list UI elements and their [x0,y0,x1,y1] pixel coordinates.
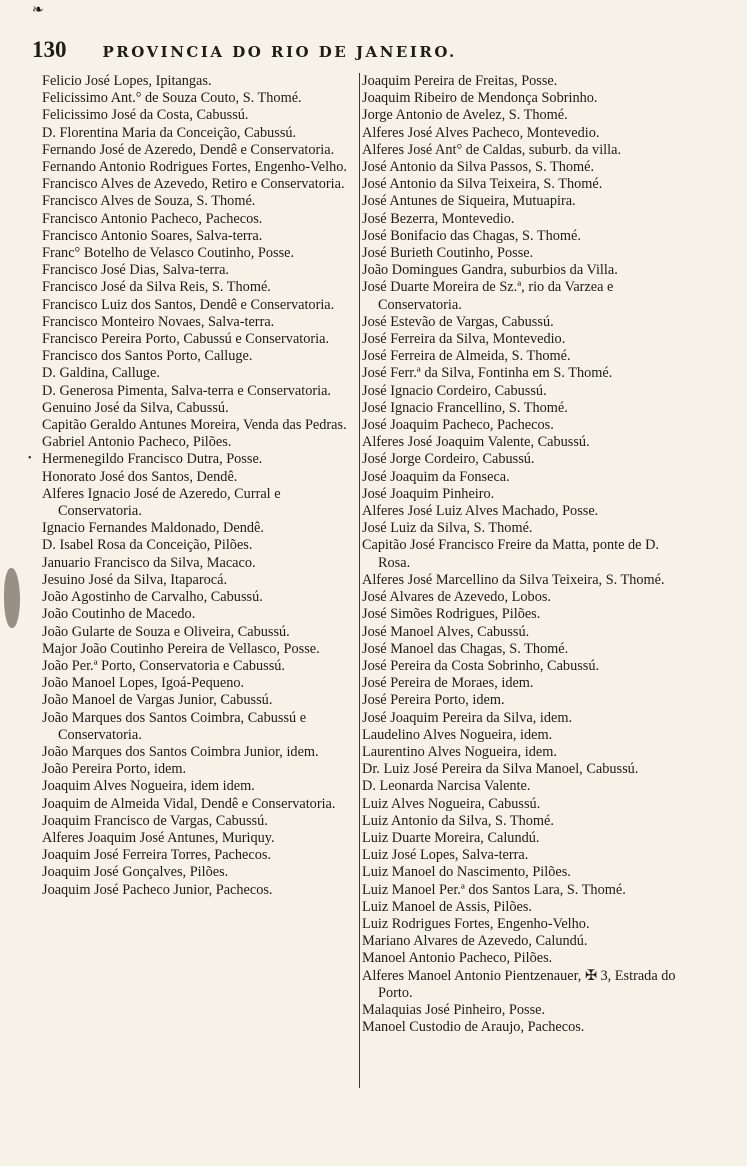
list-entry: Capitão Geraldo Antunes Moreira, Venda das Pedras. [42,417,347,434]
list-entry: José Pereira Porto, idem. [362,692,505,709]
list-entry: José Joaquim Pacheco, Pachecos. [362,417,554,434]
list-entry: Honorato José dos Santos, Dendê. [42,468,238,485]
list-entry: José Bonifacio das Chagas, S. Thomé. [362,227,581,244]
list-entry: José Ferreira da Silva, Montevedio. [362,331,566,348]
list-entry: José Ignacio Francellino, S. Thomé. [362,399,568,416]
list-entry: José Simões Rodrigues, Pilões. [362,606,541,623]
list-entry: José Pereira de Moraes, idem. [362,675,534,692]
page-header [32,38,552,62]
list-entry: Luiz Manoel do Nascimento, Pilões. [362,864,571,881]
list-entry: Luiz Alves Nogueira, Cabussú. [362,795,541,812]
column-divider [359,73,360,1088]
list-entry: João Manoel Lopes, Igoá-Pequeno. [42,675,245,692]
list-entry: D. Generosa Pimenta, Salva-terra e Conservatoria. [42,382,332,399]
list-entry: Francisco Alves de Azevedo, Retiro e Conservatoria. [42,176,345,193]
list-entry: João Domingues Gandra, suburbios da Villa. [362,262,618,279]
list-entry: Hermenegildo Francisco Dutra, Posse. [42,451,263,468]
list-entry: Manoel Custodio de Araujo, Pachecos. [362,1019,585,1036]
list-entry: Joaquim Pereira de Freitas, Posse. [362,73,558,89]
list-entry: Luiz Manoel de Assis, Pilões. [362,898,532,915]
list-entry: Luiz Duarte Moreira, Calundú. [362,829,540,846]
list-entry: Fernando Antonio Rodrigues Fortes, Engenho-Velho. [42,159,347,176]
list-entry: João Gularte de Souza e Oliveira, Cabussú. [42,623,290,640]
list-entry: José Estevão de Vargas, Cabussú. [362,313,554,330]
list-entry: José Pereira da Costa Sobrinho, Cabussú. [362,657,600,674]
list-entry: Joaquim Ribeiro de Mendonça Sobrinho. [362,90,598,107]
list-entry: Francisco dos Santos Porto, Calluge. [42,348,253,365]
list-entry: José Ferr.ª da Silva, Fontinha em S. Thomé. [362,365,613,382]
list-entry: João Manoel de Vargas Junior, Cabussú. [42,692,273,709]
list-entry: Alferes José Alves Pacheco, Montevedio. [362,124,600,141]
list-entry: Felicissimo Ant.° de Souza Couto, S. Thomé. [42,90,302,107]
list-entry: Ignacio Fernandes Maldonado, Dendê. [42,520,264,537]
list-entry: Luiz Antonio da Silva, S. Thomé. [362,812,554,829]
list-entry: José Luiz da Silva, S. Thomé. [362,520,533,537]
list-entry: Genuino José da Silva, Cabussú. [42,399,229,416]
list-entry: Alferes José Joaquim Valente, Cabussú. [362,434,590,451]
list-entry: Gabriel Antonio Pacheco, Pilões. [42,434,232,451]
list-entry: Dr. Luiz José Pereira da Silva Manoel, Cabussú. [362,761,639,778]
list-entry: José Joaquim Pinheiro. [362,485,495,502]
list-entry: José Ignacio Cordeiro, Cabussú. [362,382,547,399]
list-entry: Franc° Botelho de Velasco Coutinho, Posse. [42,245,295,262]
left-column [42,73,358,899]
ink-blot [4,568,20,628]
list-entry: José Alvares de Azevedo, Lobos. [362,589,551,606]
corner-ornament-icon: ❧ [32,3,44,18]
list-entry: Joaquim José Gonçalves, Pilões. [42,864,229,881]
list-entry: José Manoel Alves, Cabussú. [362,623,530,640]
list-entry: Francisco Monteiro Novaes, Salva-terra. [42,313,275,330]
list-entry: Joaquim José Pacheco Junior, Pachecos. [42,881,273,898]
list-entry: Joaquim José Ferreira Torres, Pachecos. [42,847,272,864]
list-entry: José Joaquim Pereira da Silva, idem. [362,709,573,726]
margin-mark: • [28,453,32,464]
list-entry: Alferes Ignacio José de Azeredo, Curral e Conservatoria. [42,485,281,520]
list-entry: Malaquias José Pinheiro, Posse. [362,1001,546,1018]
list-entry: João Marques dos Santos Coimbra Junior, idem. [42,743,319,760]
list-entry: José Antonio da Silva Teixeira, S. Thomé. [362,176,603,193]
list-entry: D. Isabel Rosa da Conceição, Pilões. [42,537,253,554]
list-entry: Laurentino Alves Nogueira, idem. [362,743,557,760]
list-entry: Mariano Alvares de Azevedo, Calundú. [362,933,588,950]
list-entry: João Agostinho de Carvalho, Cabussú. [42,589,263,606]
list-entry: Alferes Manoel Antonio Pientzenauer, ✠ 3, Estrada do Porto. [362,967,676,1001]
list-entry: Francisco Antonio Soares, Salva-terra. [42,227,263,244]
list-entry: Januario Francisco da Silva, Macaco. [42,554,256,571]
list-entry: Fernando José de Azeredo, Dendê e Conservatoria. [42,141,335,158]
list-entry: Jorge Antonio de Avelez, S. Thomé. [362,107,568,124]
list-entry: Francisco Luiz dos Santos, Dendê e Conservatoria. [42,296,335,313]
list-entry: Luiz Rodrigues Fortes, Engenho-Velho. [362,915,590,932]
list-entry: José Burieth Coutinho, Posse. [362,245,534,262]
list-entry: João Coutinho de Macedo. [42,606,196,623]
list-entry: Manoel Antonio Pacheco, Pilões. [362,950,553,967]
list-entry: José Antunes de Siqueira, Mutuapira. [362,193,576,210]
list-entry: Luiz Manoel Per.ª dos Santos Lara, S. Thomé. [362,881,626,898]
list-entry: Francisco Pereira Porto, Cabussú e Conservatoria. [42,331,330,348]
list-entry: Francisco José da Silva Reis, S. Thomé. [42,279,271,296]
list-entry: D. Galdina, Calluge. [42,365,160,382]
list-entry: Alferes Joaquim José Antunes, Muriquy. [42,829,275,846]
list-entry: D. Florentina Maria da Conceição, Cabussú. [42,124,297,141]
list-entry: Capitão José Francisco Freire da Matta, ponte de D. Rosa. [362,537,659,571]
right-column [362,73,687,1036]
list-entry: Joaquim Francisco de Vargas, Cabussú. [42,812,268,829]
list-entry: Major João Coutinho Pereira de Vellasco, Posse. [42,640,320,657]
list-entry: Jesuino José da Silva, Itaparocá. [42,571,228,588]
list-entry: Alferes José Ant° de Caldas, suburb. da villa. [362,141,622,158]
page-number: 130 [32,37,67,62]
list-entry: Joaquim Alves Nogueira, idem idem. [42,778,255,795]
list-entry: João Marques dos Santos Coimbra, Cabussú e Conservatoria. [42,709,307,743]
list-entry: José Duarte Moreira de Sz.ª, rio da Varzea e Conservatoria. [362,279,614,313]
list-entry: João Pereira Porto, idem. [42,761,187,778]
list-entry: José Joaquim da Fonseca. [362,468,510,485]
list-entry: Joaquim de Almeida Vidal, Dendê e Conservatoria. [42,795,336,812]
list-entry: José Manoel das Chagas, S. Thomé. [362,640,569,657]
list-entry: Francisco Alves de Souza, S. Thomé. [42,193,256,210]
list-entry: José Antonio da Silva Passos, S. Thomé. [362,159,595,176]
list-entry: João Per.ª Porto, Conservatoria e Cabussú. [42,657,285,674]
page-title: PROVINCIA DO RIO DE JANEIRO. [102,43,457,61]
list-entry: D. Leonarda Narcisa Valente. [362,778,531,795]
list-entry: José Jorge Cordeiro, Cabussú. [362,451,535,468]
list-entry: José Bezerra, Montevedio. [362,210,515,227]
list-entry: Alferes José Marcellino da Silva Teixeira, S. Thomé. [362,571,665,588]
list-entry: Francisco José Dias, Salva-terra. [42,262,229,279]
list-entry: Felicissimo José da Costa, Cabussú. [42,107,249,124]
list-entry: José Ferreira de Almeida, S. Thomé. [362,348,571,365]
list-entry: Alferes José Luiz Alves Machado, Posse. [362,503,599,520]
list-entry: Luiz José Lopes, Salva-terra. [362,847,529,864]
list-entry: Felicio José Lopes, Ipitangas. [42,73,212,89]
list-entry: Francisco Antonio Pacheco, Pachecos. [42,210,263,227]
list-entry: Laudelino Alves Nogueira, idem. [362,726,553,743]
